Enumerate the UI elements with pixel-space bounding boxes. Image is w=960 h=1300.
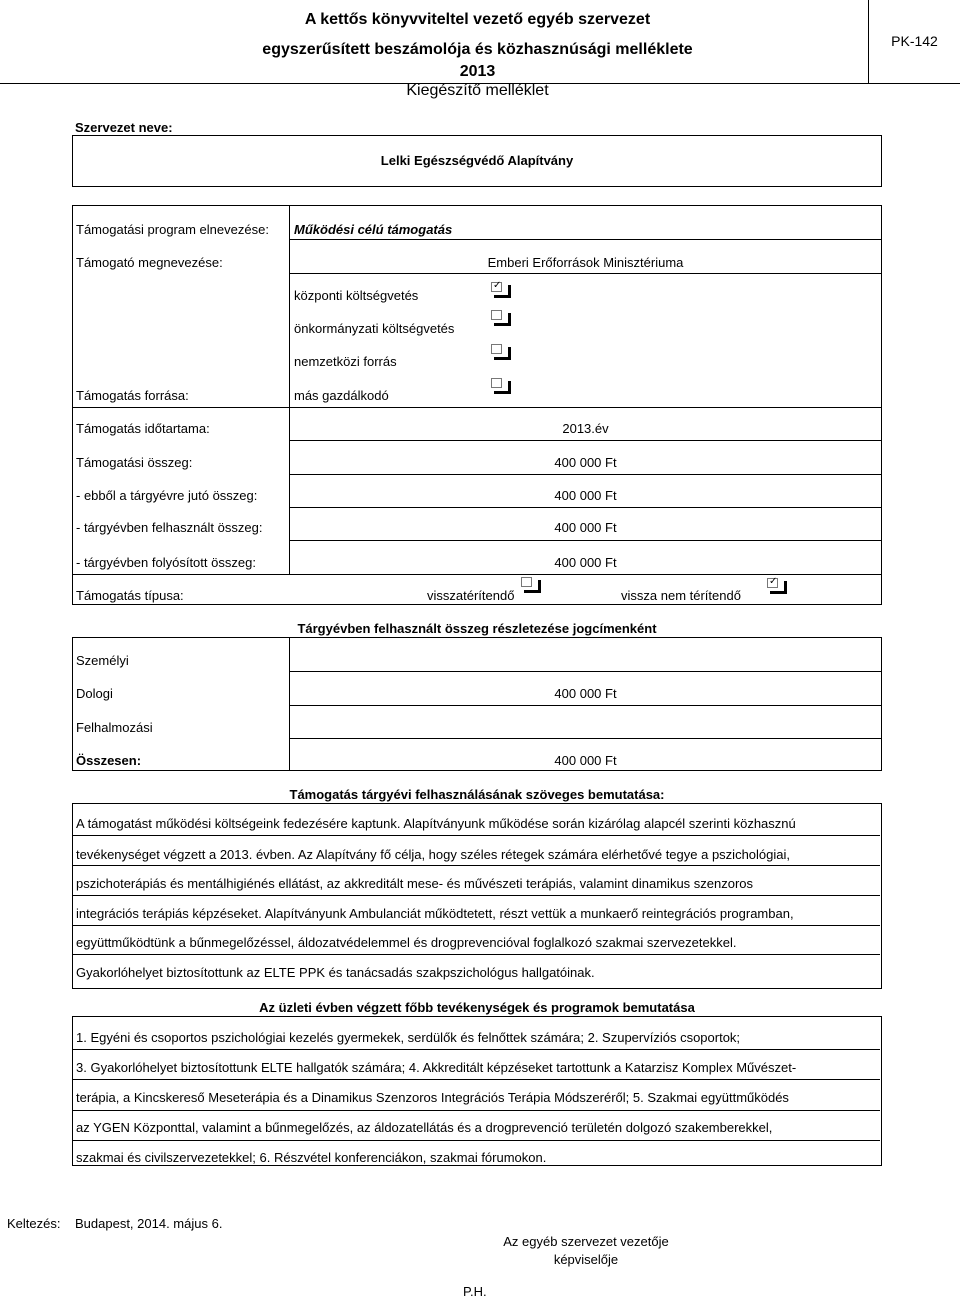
- page-title-line1: A kettős könyvviteltel vezető egyéb szervezet: [304, 11, 651, 28]
- program-label: Támogatási program elnevezése:: [76, 222, 269, 237]
- org-label: Szervezet neve:: [75, 120, 173, 135]
- duration-value: 2013.év: [562, 421, 609, 436]
- breakdown-row-label: Dologi: [76, 686, 113, 701]
- form-code: PK-142: [891, 33, 938, 49]
- duration-label: Támogatás időtartama:: [76, 421, 210, 436]
- breakdown-row-divider-2: [289, 705, 882, 706]
- support-row-divider-4: [289, 440, 882, 441]
- support-row-divider-5: [289, 474, 882, 475]
- checked-box-icon: ✓: [769, 576, 778, 587]
- activities-line: 3. Gyakorlóhelyet biztosítottunk ELTE hallgatók számára; 4. Akkreditált képzéseket tartottunk a Katarzisz Komplex Művészet-: [76, 1060, 797, 1075]
- usage-line-rule: [72, 835, 880, 836]
- org-name: Lelki Egészségvédő Alapítvány: [380, 153, 574, 168]
- paid-label: - tárgyévben folyósított összeg:: [76, 555, 256, 570]
- checked-box-icon: ✓: [493, 280, 502, 291]
- program-value: Működési célú támogatás: [294, 222, 453, 237]
- activities-line-rule: [72, 1140, 880, 1141]
- amount-value: 400 000 Ft: [554, 455, 617, 470]
- empty-box-icon: [521, 577, 532, 587]
- activities-line: 1. Egyéni és csoportos pszichológiai kezelés gyermekek, serdülők és felnőttek számára; 2. Szupervíziós csoportok;: [76, 1030, 741, 1045]
- report-year: 2013: [459, 63, 496, 80]
- usage-line-rule: [72, 954, 880, 955]
- donor-label: Támogató megnevezése:: [76, 255, 223, 270]
- breakdown-table: [72, 637, 882, 771]
- source-option-label: más gazdálkodó: [294, 388, 389, 403]
- page-subtitle: Kiegészítő melléklet: [406, 82, 549, 99]
- empty-box-icon: [491, 310, 502, 320]
- support-row-divider-1: [289, 239, 882, 240]
- date-label: Keltezés:: [7, 1216, 61, 1231]
- breakdown-total-value: 400 000 Ft: [554, 753, 617, 768]
- usage-line: pszichoterápiás és mentálhigiénés ellátást, az akkreditált mese- és művészeti terápiás, valamint dinamikus szenzoros: [76, 876, 754, 891]
- support-row-divider-8: [72, 574, 882, 575]
- activities-line-rule: [72, 1049, 880, 1050]
- date-value: Budapest, 2014. május 6.: [75, 1216, 223, 1231]
- empty-box-icon: [491, 344, 502, 354]
- breakdown-col-divider: [289, 637, 290, 771]
- stamp-label: P.H.: [463, 1284, 487, 1299]
- donor-value: Emberi Erőforrások Minisztériuma: [487, 255, 684, 270]
- usage-line-rule: [72, 925, 880, 926]
- breakdown-row-divider-3: [289, 738, 882, 739]
- source-option-label: nemzetközi forrás: [294, 354, 397, 369]
- year-share-value: 400 000 Ft: [554, 488, 617, 503]
- paid-value: 400 000 Ft: [554, 555, 617, 570]
- amount-label: Támogatási összeg:: [76, 455, 193, 470]
- usage-line: tevékenységet végzett a 2013. évben. Az Alapítvány fő célja, hogy széles rétegek számára elérhetővé tegye a pszichológiai,: [76, 847, 790, 862]
- usage-line: integrációs terápiás képzéseket. Alapítványunk Ambulanciát működtetett, részt vettük a munkaerő reintegrációs programban,: [76, 906, 794, 921]
- source-option-checkbox[interactable]: [491, 378, 509, 394]
- activities-line-rule: [72, 1110, 880, 1111]
- usage-line: Gyakorlóhelyet biztosítottunk az ELTE PPK és tanácsadás szakpszichológus hallgatóinak.: [76, 965, 595, 980]
- source-option-checkbox[interactable]: [491, 282, 509, 298]
- page-title-line2: egyszerűsített beszámolója és közhasznúsági melléklete: [262, 41, 693, 58]
- year-share-label: - ebből a tárgyévre jutó összeg:: [76, 488, 258, 503]
- empty-box-icon: [491, 378, 502, 388]
- usage-heading: Támogatás tárgyévi felhasználásának szöveges bemutatása:: [289, 787, 665, 802]
- support-row-divider-2: [289, 273, 882, 274]
- used-value: 400 000 Ft: [554, 520, 617, 535]
- breakdown-row-value: 400 000 Ft: [554, 686, 617, 701]
- source-option-label: központi költségvetés: [294, 288, 419, 303]
- activities-line: terápia, a Kincskereső Meseterápia és a Dinamikus Szenzoros Integrációs Terápia Módszeréről; 5. Szakmai együttműködés: [76, 1090, 789, 1105]
- usage-line: együttműködtünk a bűnmegelőzéssel, áldozatvédelemmel és drogprevencióval foglalkozó szakmai szervezetekkel.: [76, 935, 737, 950]
- type-refundable-label: visszatérítendő: [427, 588, 515, 603]
- activities-heading: Az üzleti évben végzett főbb tevékenységek és programok bemutatása: [259, 1000, 695, 1015]
- usage-line: A támogatást működési költségeink fedezésére kaptunk. Alapítványunk működése során kizárólag alapcél szerinti közhasznú: [76, 816, 796, 831]
- usage-line-rule: [72, 895, 880, 896]
- activities-line: az YGEN Központtal, valamint a bűnmegelőzés, az áldozatellátás és a drogprevenció területén dolgozó szakemberekkel,: [76, 1120, 773, 1135]
- activities-line-rule: [72, 1079, 880, 1080]
- source-option-checkbox[interactable]: [491, 344, 509, 360]
- support-row-divider-3: [72, 407, 882, 408]
- signatory-subtitle: képviselője: [553, 1252, 619, 1267]
- usage-line-rule: [72, 865, 880, 866]
- support-row-divider-7: [289, 540, 882, 541]
- breakdown-row-label: Felhalmozási: [76, 720, 153, 735]
- breakdown-total-label: Összesen:: [76, 753, 142, 768]
- signatory-title: Az egyéb szervezet vezetője: [503, 1234, 669, 1249]
- type-nonrefundable-checkbox[interactable]: [767, 578, 785, 594]
- source-label: Támogatás forrása:: [76, 388, 189, 403]
- activities-line: szakmai és civilszervezetekkel; 6. Részvétel konferenciákon, szakmai fórumokon.: [76, 1150, 547, 1165]
- breakdown-heading: Tárgyévben felhasznált összeg részletezése jogcímenként: [297, 621, 657, 636]
- type-nonrefundable-label: vissza nem térítendő: [621, 588, 741, 603]
- breakdown-row-divider-1: [289, 671, 882, 672]
- source-option-checkbox[interactable]: [491, 310, 509, 326]
- type-refundable-checkbox[interactable]: [521, 577, 539, 593]
- used-label: - tárgyévben felhasznált összeg:: [76, 520, 263, 535]
- support-row-divider-6: [289, 507, 882, 508]
- breakdown-row-label: Személyi: [76, 653, 129, 668]
- type-label: Támogatás típusa:: [76, 588, 184, 603]
- source-option-label: önkormányzati költségvetés: [294, 321, 455, 336]
